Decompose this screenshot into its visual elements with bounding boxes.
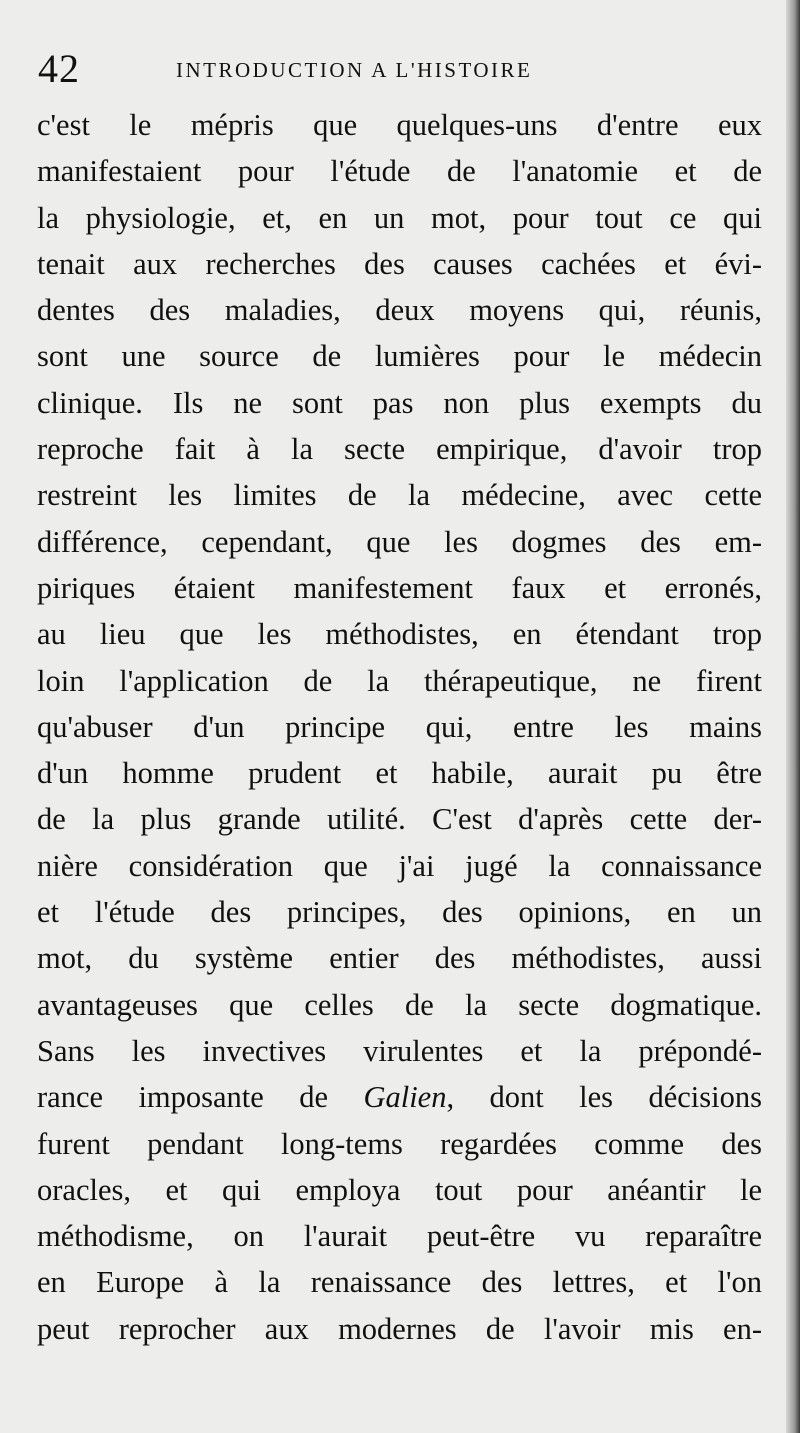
text-line: méthodisme, on l'aurait peut-être vu reparaître <box>37 1219 762 1254</box>
text-line: différence, cependant, que les dogmes des em- <box>37 524 762 559</box>
text-line: avantageuses que celles de la secte dogmatique. <box>37 987 762 1022</box>
name-galien: Galien <box>363 1080 447 1115</box>
body-text <box>37 102 762 1352</box>
page-edge-shadow <box>786 0 800 1433</box>
text-line: piriques étaient manifestement faux et erronés, <box>37 570 762 605</box>
text-line: nière considération que j'ai jugé la connaissance <box>37 848 762 883</box>
text-line: de la plus grande utilité. C'est d'après cette der- <box>37 802 762 837</box>
text-line: furent pendant long-tems regardées comme des <box>37 1126 762 1161</box>
text-line <box>37 1074 762 1120</box>
text-line: Sans les invectives virulentes et la prépondé- <box>37 1033 762 1068</box>
page-header <box>36 44 772 94</box>
text-line: sont une source de lumières pour le médecin <box>37 339 762 374</box>
page-number: 42 <box>38 46 80 91</box>
text-line: tenait aux recherches des causes cachées et évi- <box>37 246 762 281</box>
text-line: en Europe à la renaissance des lettres, et l'on <box>37 1265 762 1300</box>
text-run: , dont les décisions <box>446 1080 762 1115</box>
running-title: INTRODUCTION A L'HISTOIRE <box>176 58 533 82</box>
text-line: au lieu que les méthodistes, en étendant trop <box>37 617 762 652</box>
text-line: mot, du système entier des méthodistes, aussi <box>37 941 762 976</box>
text-line: peut reprocher aux modernes de l'avoir mis en- <box>37 1311 762 1346</box>
text-line: reproche fait à la secte empirique, d'avoir trop <box>37 432 762 467</box>
text-line: clinique. Ils ne sont pas non plus exempts du <box>37 385 762 420</box>
text-run: rance imposante de <box>37 1080 364 1115</box>
text-line: qu'abuser d'un principe qui, entre les mains <box>37 709 762 744</box>
text-line: d'un homme prudent et habile, aurait pu être <box>37 756 762 791</box>
text-line: restreint les limites de la médecine, avec cette <box>37 478 762 513</box>
text-line: manifestaient pour l'étude de l'anatomie et de <box>37 154 762 189</box>
text-line: c'est le mépris que quelques-uns d'entre eux <box>37 108 762 142</box>
text-line: dentes des maladies, deux moyens qui, réunis, <box>37 293 762 328</box>
text-line: et l'étude des principes, des opinions, en un <box>37 895 762 930</box>
text-line: loin l'application de la thérapeutique, ne firent <box>37 663 762 698</box>
text-line: oracles, et qui employa tout pour anéantir le <box>37 1172 762 1207</box>
text-line: la physiologie, et, en un mot, pour tout ce qui <box>37 200 762 235</box>
